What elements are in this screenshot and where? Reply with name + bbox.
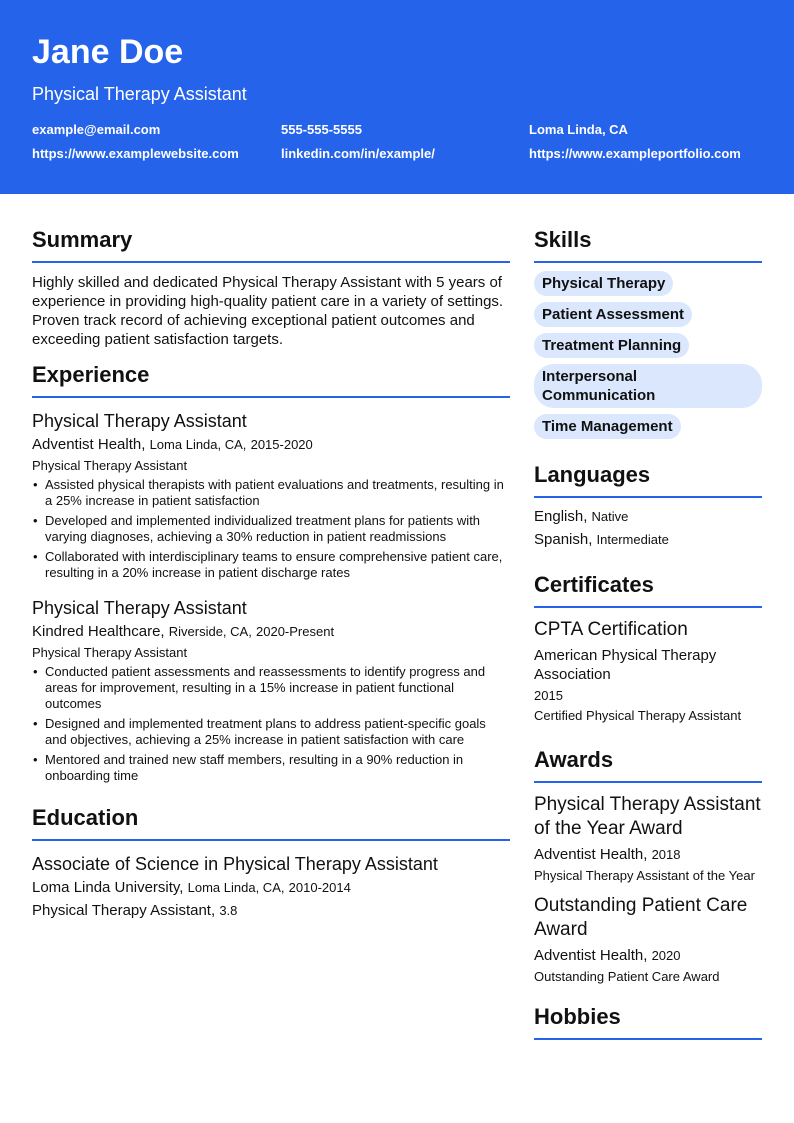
skill-chip: Physical Therapy xyxy=(534,271,673,296)
job-bullet: • Developed and implemented individualized treatment plans for patients with varying diagnoses, achieving a 30% reduction in patient readmissions xyxy=(32,513,510,545)
language-name: Spanish, xyxy=(534,531,593,548)
job-entry xyxy=(32,597,510,784)
education-dates: 2010-2014 xyxy=(288,880,351,895)
phone-text: 555-555-5555 xyxy=(281,122,362,137)
language-level: Intermediate xyxy=(596,532,669,547)
job-company: Adventist Health, xyxy=(32,436,146,453)
job-bullet: • Conducted patient assessments and reassessments to identify progress and areas for improvement, resulting in a 15% increase in patient functional outcomes xyxy=(32,664,510,712)
experience-heading: Experience xyxy=(32,361,510,398)
award-org: Adventist Health, xyxy=(534,947,648,964)
skill-chip: Time Management xyxy=(534,414,681,439)
side-column xyxy=(534,226,762,1052)
award-year: 2018 xyxy=(651,847,681,862)
language-name: English, xyxy=(534,508,588,525)
award-name: Outstanding Patient Care Award xyxy=(534,895,748,940)
certificate-description: Certified Physical Therapy Assistant xyxy=(534,708,742,723)
award-name: Physical Therapy Assistant of the Year Award xyxy=(534,794,761,839)
job-dates: 2015-2020 xyxy=(250,437,313,452)
skill-chip: Patient Assessment xyxy=(534,302,692,327)
job-meta xyxy=(32,622,510,642)
website-link[interactable]: https://www.examplewebsite.com xyxy=(32,146,239,161)
education-gpa: 3.8 xyxy=(219,903,238,918)
languages-heading: Languages xyxy=(534,461,762,498)
education-school: Loma Linda University, xyxy=(32,879,184,896)
certificate-issuer: American Physical Therapy Association xyxy=(534,647,717,683)
education-field-meta xyxy=(32,901,510,921)
certificate-name: CPTA Certification xyxy=(534,619,688,640)
job-location: Riverside, CA, xyxy=(168,624,252,639)
job-company: Kindred Healthcare, xyxy=(32,623,165,640)
job-bullet: • Assisted physical therapists with patient evaluations and treatments, resulting in a 25% increase in patient satisfaction xyxy=(32,477,510,509)
award-org: Adventist Health, xyxy=(534,846,648,863)
award-description: Physical Therapy Assistant of the Year xyxy=(534,868,755,883)
job-bullet: • Mentored and trained new staff members, resulting in a 90% reduction in onboarding time xyxy=(32,752,510,784)
skill-chip: Interpersonal Communication xyxy=(534,364,762,408)
award-meta xyxy=(534,845,762,864)
summary-heading: Summary xyxy=(32,226,510,263)
skills-list xyxy=(534,271,762,445)
candidate-title: Physical Therapy Assistant xyxy=(32,84,247,104)
job-role: Physical Therapy Assistant xyxy=(32,458,188,473)
location-text: Loma Linda, CA xyxy=(529,122,628,137)
candidate-name: Jane Doe xyxy=(32,33,184,71)
job-location: Loma Linda, CA, xyxy=(149,437,247,452)
languages-section xyxy=(534,461,762,549)
education-heading: Education xyxy=(32,804,510,841)
job-entry xyxy=(32,410,510,581)
skill-chip: Treatment Planning xyxy=(534,333,689,358)
certificates-heading: Certificates xyxy=(534,571,762,608)
education-location: Loma Linda, CA, xyxy=(187,880,285,895)
summary-text: Highly skilled and dedicated Physical Therapy Assistant with 5 years of experience in providing high-quality patient care in a variety of settings. Proven track record of achieving exceptional patient outcomes and exceeding patient satisfaction targets. xyxy=(32,274,504,348)
language-item xyxy=(534,530,762,549)
hobbies-heading: Hobbies xyxy=(534,1003,762,1040)
award-entry xyxy=(534,793,762,884)
awards-heading: Awards xyxy=(534,746,762,783)
job-meta xyxy=(32,435,510,455)
job-bullet: • Collaborated with interdisciplinary teams to ensure comprehensive patient care, resulting in a 20% increase in patient discharge rates xyxy=(32,549,510,581)
summary-section xyxy=(32,226,510,349)
main-column xyxy=(32,226,510,933)
language-item xyxy=(534,507,762,526)
job-title: Physical Therapy Assistant xyxy=(32,598,247,618)
job-bullets xyxy=(32,664,510,784)
job-bullet: • Designed and implemented treatment plans to address patient-specific goals and objectives, achieving a 25% increase in patient satisfaction with care xyxy=(32,716,510,748)
resume-header xyxy=(0,0,794,194)
job-title: Physical Therapy Assistant xyxy=(32,411,247,431)
education-field: Physical Therapy Assistant, xyxy=(32,902,216,919)
awards-section xyxy=(534,746,762,985)
education-degree: Associate of Science in Physical Therapy Assistant xyxy=(32,854,438,874)
certificates-section xyxy=(534,571,762,724)
award-meta xyxy=(534,946,762,965)
job-bullets xyxy=(32,477,510,581)
skills-section xyxy=(534,226,762,445)
job-role: Physical Therapy Assistant xyxy=(32,645,188,660)
certificate-year: 2015 xyxy=(534,688,563,703)
education-meta xyxy=(32,878,510,898)
award-entry xyxy=(534,894,762,985)
email-link[interactable]: example@email.com xyxy=(32,122,161,137)
language-level: Native xyxy=(591,509,629,524)
award-year: 2020 xyxy=(651,948,681,963)
skills-heading: Skills xyxy=(534,226,762,263)
portfolio-link[interactable]: https://www.exampleportfolio.com xyxy=(529,146,741,161)
linkedin-link[interactable]: linkedin.com/in/example/ xyxy=(281,146,435,161)
hobbies-section xyxy=(534,1003,762,1040)
award-description: Outstanding Patient Care Award xyxy=(534,969,720,984)
experience-section xyxy=(32,361,510,784)
job-dates: 2020-Present xyxy=(256,624,335,639)
education-section xyxy=(32,804,510,921)
